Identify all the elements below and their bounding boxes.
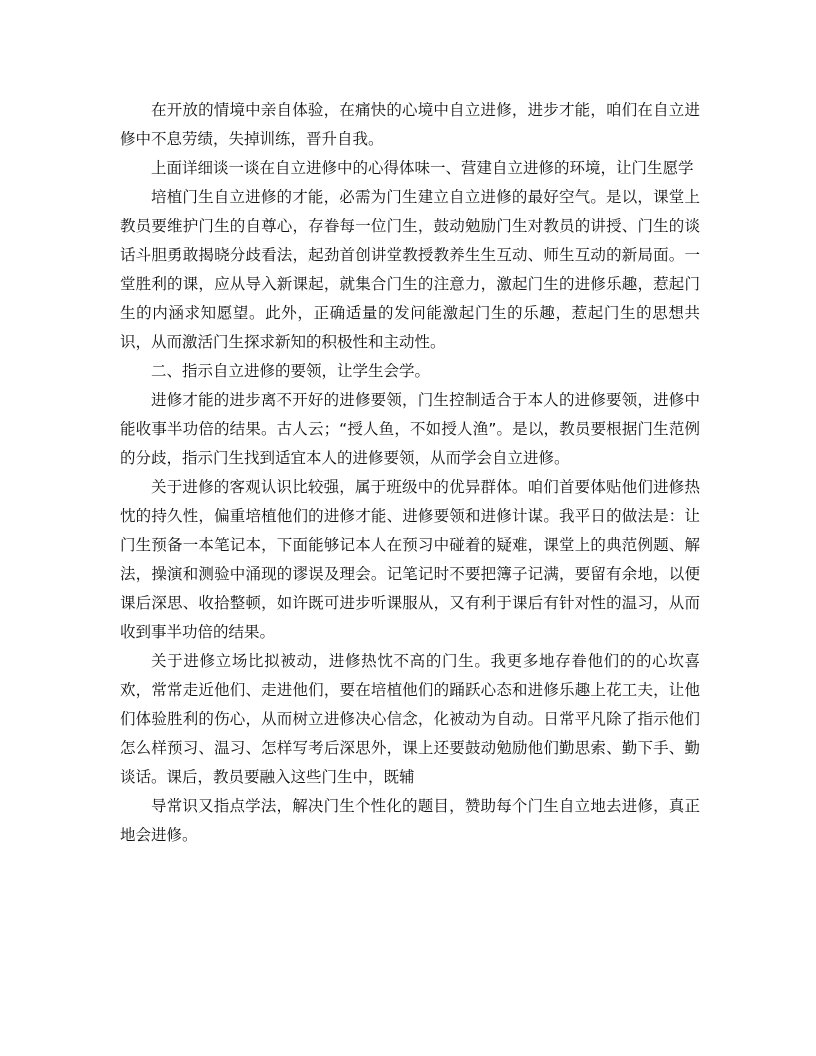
paragraph-conclusion: 导常识又指点学法，解决门生个性化的题目，赞助每个门生自立地去进修，真正地会进修。 — [120, 797, 700, 844]
paragraph-excellent-students: 关于进修的客观认识比较强，属于班级中的优异群体。咱们首要体贴他们进修热忱的持久性，偏重培植他们的进修才能、进修要领和进修计谋。我平日的做法是：让门生预备一本笔记本，下面能够记本人在预习中碰着的疑难，课堂上的典范例题、解法，操演和测验中涌现的谬误及理会。记笔记时不要把簿子记满，要留有余地，以便课后深思、收拾整顿，如许既可进步听课服从，又有利于课后有针对性的温习，从而收到事半功倍的结果。 — [120, 478, 700, 641]
paragraph-environment: 培植门生自立进修的才能，必需为门生建立自立进修的最好空气。是以，课堂上教员要维护门生的自尊心，存眷每一位门生，鼓动勉励门生对教员的讲授、门生的谈话斗胆勇敢揭晓分歧看法，起劲首创讲堂教授教养生生互动、师生互动的新局面。一堂胜利的课，应从导入新课起，就集合门生的注意力，激起门生的进修乐趣，惹起门生的内涵求知愿望。此外，正确适量的发问能激起门生的乐趣，惹起门生的思想共识，从而激活门生探求新知的积极性和主动性。 — [120, 188, 700, 351]
paragraph-intro: 在开放的情境中亲自体验，在痛快的心境中自立进修，进步才能，咱们在自立进修中不息劳绩，失掉训练，晋升自我。 — [120, 101, 700, 148]
paragraph-heading-two: 二、指示自立进修的要领，让学生会学。 — [151, 362, 431, 380]
document-body — [120, 96, 700, 850]
paragraph-passive-students: 关于进修立场比拟被动，进修热忱不高的门生。我更多地存眷他们的的心坎喜欢，常常走近他们、走进他们，要在培植他们的踊跃心态和进修乐趣上花工夫，让他们体验胜利的伤心，从而树立进修决心信念，化被动为自动。日常平凡除了指示他们怎么样预习、温习、怎样写考后深思外，课上还要鼓动勉励他们勤思索、勤下手、勤谈话。课后，教员要融入这些门生中，既辅 — [120, 652, 700, 786]
paragraph-heading-one: 上面详细谈一谈在自立进修中的心得体味一、营建自立进修的环境，让门生愿学 — [151, 159, 694, 177]
paragraph-methods: 进修才能的进步离不开好的进修要领，门生控制适合于本人的进修要领，进修中能收事半功倍的结果。古人云；“授人鱼，不如授人渔”。是以，教员要根据门生范例的分歧，指示门生找到适宜本人的进修要领，从而学会自立进修。 — [120, 391, 700, 467]
